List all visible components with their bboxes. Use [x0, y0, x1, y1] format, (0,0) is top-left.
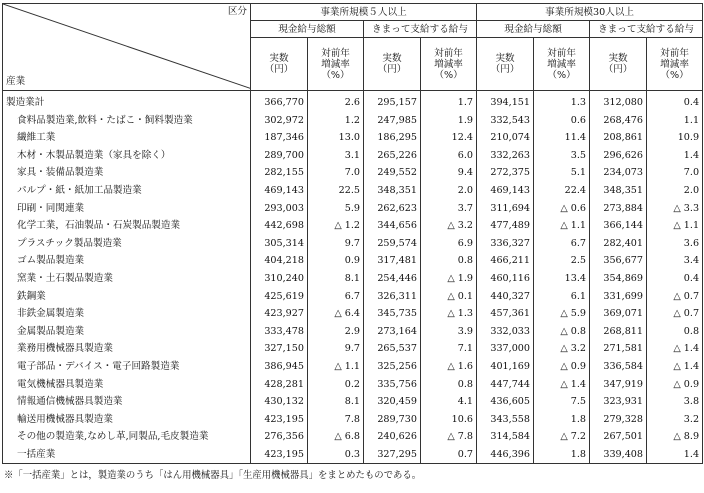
table-row [3, 235, 703, 253]
cell-change-pct: △ 0.9 [534, 358, 590, 376]
cell-change-pct: 10.6 [421, 411, 477, 429]
industry-name: プラスチック製品製造業 [3, 235, 251, 253]
cell-actual-yen: 401,169 [477, 358, 534, 376]
group-header-30plus: 事業所規模30人以上 [477, 4, 703, 21]
cell-change-pct: 4.1 [421, 393, 477, 411]
industry-name: 家具・装備品製造業 [3, 164, 251, 182]
col-header-change [421, 38, 477, 91]
col-header-actual-line: （円） [603, 64, 633, 75]
cell-change-pct: 0.8 [647, 323, 703, 341]
cell-actual-yen: 339,408 [590, 446, 647, 464]
cell-actual-yen: 289,700 [251, 147, 308, 165]
cell-actual-yen: 457,361 [477, 305, 534, 323]
corner-label-industry: 産業 [6, 76, 26, 87]
cell-actual-yen: 336,584 [590, 358, 647, 376]
col-header-change-line: 増減率 [547, 58, 576, 70]
industry-name: その他の製造業,なめし革,同製品,毛皮製造業 [3, 428, 251, 446]
cell-change-pct: △ 3.2 [421, 217, 477, 235]
cell-actual-yen: 335,756 [364, 376, 421, 394]
cell-change-pct: 22.4 [534, 182, 590, 200]
cell-change-pct: △ 0.9 [647, 376, 703, 394]
col-header-actual-line: 実数 [382, 53, 402, 64]
cell-actual-yen: 327,295 [364, 446, 421, 464]
cell-change-pct: 6.7 [534, 235, 590, 253]
cell-change-pct: 2.5 [534, 252, 590, 270]
corner-cell [3, 4, 251, 91]
subgroup-total-cash-30: 現金給与総額 [477, 21, 590, 38]
cell-actual-yen: 345,735 [364, 305, 421, 323]
cell-actual-yen: 289,730 [364, 411, 421, 429]
cell-change-pct: 0.4 [647, 270, 703, 288]
industry-name: 繊維工業 [3, 129, 251, 147]
col-header-actual-line: 実数 [495, 53, 515, 64]
cell-change-pct: 1.4 [647, 147, 703, 165]
cell-change-pct: △ 0.1 [421, 288, 477, 306]
cell-actual-yen: 279,328 [590, 411, 647, 429]
cell-actual-yen: 186,295 [364, 129, 421, 147]
cell-actual-yen: 347,919 [590, 376, 647, 394]
table-row [3, 91, 703, 112]
industry-name: ゴム製品製造業 [3, 252, 251, 270]
col-header-change [534, 38, 590, 91]
cell-actual-yen: 293,003 [251, 200, 308, 218]
corner-label-category: 区分 [227, 6, 247, 17]
cell-actual-yen: 268,811 [590, 323, 647, 341]
cell-actual-yen: 477,489 [477, 217, 534, 235]
industry-name: パルプ・紙・紙加工品製造業 [3, 182, 251, 200]
cell-change-pct: 22.5 [308, 182, 364, 200]
cell-change-pct: 0.8 [421, 376, 477, 394]
industry-name: 金属製品製造業 [3, 323, 251, 341]
cell-actual-yen: 430,132 [251, 393, 308, 411]
table-header [3, 4, 703, 91]
table-row [3, 129, 703, 147]
cell-actual-yen: 208,861 [590, 129, 647, 147]
cell-change-pct: 3.9 [421, 323, 477, 341]
cell-actual-yen: 187,346 [251, 129, 308, 147]
col-header-actual-line: 実数 [608, 53, 628, 64]
col-header-actual [364, 38, 421, 91]
cell-change-pct: 3.8 [647, 393, 703, 411]
table-body [3, 91, 703, 464]
cell-change-pct: 7.8 [308, 411, 364, 429]
subgroup-regular-pay-5: きまって支給する給与 [364, 21, 477, 38]
cell-actual-yen: 469,143 [477, 182, 534, 200]
table-row [3, 252, 703, 270]
cell-change-pct: △ 6.8 [308, 428, 364, 446]
subgroup-regular-pay-30: きまって支給する給与 [590, 21, 703, 38]
cell-actual-yen: 354,869 [590, 270, 647, 288]
cell-actual-yen: 267,501 [590, 428, 647, 446]
cell-change-pct: △ 1.2 [308, 217, 364, 235]
cell-change-pct: 1.8 [534, 446, 590, 464]
col-header-change [308, 38, 364, 91]
cell-change-pct: 6.7 [308, 288, 364, 306]
table-row [3, 376, 703, 394]
cell-change-pct: 3.7 [421, 200, 477, 218]
table-row [3, 305, 703, 323]
cell-change-pct: △ 1.4 [647, 340, 703, 358]
cell-actual-yen: 343,558 [477, 411, 534, 429]
cell-change-pct: △ 0.6 [534, 200, 590, 218]
col-header-change-line: （%） [434, 69, 463, 81]
cell-change-pct: △ 0.7 [647, 288, 703, 306]
table-row [3, 340, 703, 358]
cell-change-pct: 1.9 [421, 112, 477, 130]
cell-actual-yen: 271,581 [590, 340, 647, 358]
cell-actual-yen: 272,375 [477, 164, 534, 182]
industry-name: 情報通信機械器具製造業 [3, 393, 251, 411]
cell-actual-yen: 310,240 [251, 270, 308, 288]
cell-change-pct: △ 1.6 [421, 358, 477, 376]
cell-actual-yen: 404,218 [251, 252, 308, 270]
cell-change-pct: 9.7 [308, 235, 364, 253]
industry-name: 輸送用機械器具製造業 [3, 411, 251, 429]
industry-name: 窯業・土石製品製造業 [3, 270, 251, 288]
cell-actual-yen: 320,459 [364, 393, 421, 411]
cell-actual-yen: 249,552 [364, 164, 421, 182]
cell-actual-yen: 366,770 [251, 91, 308, 112]
cell-actual-yen: 344,656 [364, 217, 421, 235]
cell-actual-yen: 333,478 [251, 323, 308, 341]
industry-name: 鉄鋼業 [3, 288, 251, 306]
cell-change-pct: △ 0.7 [647, 305, 703, 323]
cell-actual-yen: 276,356 [251, 428, 308, 446]
cell-change-pct: 5.9 [308, 200, 364, 218]
cell-actual-yen: 337,000 [477, 340, 534, 358]
cell-actual-yen: 259,574 [364, 235, 421, 253]
table-row [3, 182, 703, 200]
col-header-actual-line: （円） [377, 64, 407, 75]
cell-change-pct: 3.1 [308, 147, 364, 165]
industry-name: 業務用機械器具製造業 [3, 340, 251, 358]
cell-actual-yen: 325,256 [364, 358, 421, 376]
col-header-change-line: 増減率 [321, 58, 350, 70]
col-header-actual-line: （円） [490, 64, 520, 75]
table-row [3, 393, 703, 411]
cell-actual-yen: 295,157 [364, 91, 421, 112]
cell-change-pct: 7.5 [534, 393, 590, 411]
cell-change-pct: 0.9 [308, 252, 364, 270]
col-header-change-line: （%） [321, 69, 350, 81]
cell-change-pct: △ 7.8 [421, 428, 477, 446]
col-header-change [647, 38, 703, 91]
cell-change-pct: 9.4 [421, 164, 477, 182]
cell-actual-yen: 312,080 [590, 91, 647, 112]
table-row [3, 112, 703, 130]
cell-change-pct: 2.0 [421, 182, 477, 200]
group-header-5plus: 事業所規模５人以上 [251, 4, 477, 21]
cell-actual-yen: 326,311 [364, 288, 421, 306]
cell-change-pct: △ 1.1 [647, 217, 703, 235]
col-header-change-line: （%） [547, 69, 576, 81]
cell-actual-yen: 466,211 [477, 252, 534, 270]
cell-actual-yen: 348,351 [590, 182, 647, 200]
subgroup-total-cash-5: 現金給与総額 [251, 21, 364, 38]
cell-change-pct: △ 1.1 [534, 217, 590, 235]
cell-change-pct: △ 6.4 [308, 305, 364, 323]
cell-change-pct: 1.8 [534, 411, 590, 429]
cell-change-pct: △ 0.8 [534, 323, 590, 341]
cell-change-pct: 0.4 [647, 91, 703, 112]
cell-actual-yen: 317,481 [364, 252, 421, 270]
cell-change-pct: △ 8.9 [647, 428, 703, 446]
col-header-actual-line: （円） [264, 64, 294, 75]
cell-actual-yen: 446,396 [477, 446, 534, 464]
cell-actual-yen: 366,144 [590, 217, 647, 235]
industry-name: 食料品製造業,飲料・たばこ・飼料製造業 [3, 112, 251, 130]
cell-actual-yen: 331,699 [590, 288, 647, 306]
industry-name: 電子部品・デバイス・電子回路製造業 [3, 358, 251, 376]
cell-actual-yen: 323,931 [590, 393, 647, 411]
col-header-change-line: 対前年 [434, 47, 463, 59]
cell-change-pct: 1.2 [308, 112, 364, 130]
cell-actual-yen: 282,401 [590, 235, 647, 253]
industry-name: 化学工業，石油製品・石炭製品製造業 [3, 217, 251, 235]
cell-actual-yen: 254,446 [364, 270, 421, 288]
footnote: ※「一括産業」とは，製造業のうち「はん用機械器具」「生産用機械器具」をまとめたものである。 [4, 470, 422, 482]
cell-actual-yen: 348,351 [364, 182, 421, 200]
cell-change-pct: 11.4 [534, 129, 590, 147]
col-header-change-line: 対前年 [660, 47, 689, 59]
cell-change-pct: 3.4 [647, 252, 703, 270]
cell-actual-yen: 436,605 [477, 393, 534, 411]
cell-change-pct: 0.6 [534, 112, 590, 130]
cell-actual-yen: 332,263 [477, 147, 534, 165]
cell-change-pct: 1.1 [647, 112, 703, 130]
cell-change-pct: △ 1.4 [647, 358, 703, 376]
cell-actual-yen: 265,537 [364, 340, 421, 358]
col-header-actual-line: 実数 [269, 53, 289, 64]
table-row [3, 288, 703, 306]
cell-change-pct: △ 1.4 [534, 376, 590, 394]
table-row [3, 428, 703, 446]
cell-actual-yen: 327,150 [251, 340, 308, 358]
cell-change-pct: △ 3.3 [647, 200, 703, 218]
table-row [3, 217, 703, 235]
cell-actual-yen: 423,927 [251, 305, 308, 323]
cell-change-pct: 13.4 [534, 270, 590, 288]
cell-change-pct: 0.2 [308, 376, 364, 394]
cell-actual-yen: 296,626 [590, 147, 647, 165]
cell-actual-yen: 447,744 [477, 376, 534, 394]
cell-actual-yen: 369,071 [590, 305, 647, 323]
cell-change-pct: 9.7 [308, 340, 364, 358]
cell-change-pct: 1.3 [534, 91, 590, 112]
corner-diagonal [3, 4, 251, 91]
cell-actual-yen: 428,281 [251, 376, 308, 394]
wage-table [2, 3, 703, 464]
cell-change-pct: △ 7.2 [534, 428, 590, 446]
cell-actual-yen: 332,543 [477, 112, 534, 130]
col-header-change-line: （%） [660, 69, 689, 81]
cell-change-pct: 8.1 [308, 270, 364, 288]
cell-change-pct: 7.0 [647, 164, 703, 182]
table-row [3, 270, 703, 288]
cell-change-pct: 0.8 [421, 252, 477, 270]
cell-actual-yen: 305,314 [251, 235, 308, 253]
industry-name: 木材・木製品製造業（家具を除く） [3, 147, 251, 165]
cell-change-pct: 6.0 [421, 147, 477, 165]
cell-actual-yen: 460,116 [477, 270, 534, 288]
cell-change-pct: 10.9 [647, 129, 703, 147]
cell-change-pct: 2.9 [308, 323, 364, 341]
cell-actual-yen: 440,327 [477, 288, 534, 306]
cell-change-pct: 6.9 [421, 235, 477, 253]
table-row [3, 200, 703, 218]
industry-name: 非鉄金属製造業 [3, 305, 251, 323]
table-row [3, 323, 703, 341]
cell-change-pct: 1.4 [647, 446, 703, 464]
table-row [3, 411, 703, 429]
cell-actual-yen: 265,226 [364, 147, 421, 165]
col-header-change-line: 対前年 [321, 47, 350, 59]
cell-actual-yen: 268,476 [590, 112, 647, 130]
cell-change-pct: 2.6 [308, 91, 364, 112]
cell-actual-yen: 469,143 [251, 182, 308, 200]
cell-actual-yen: 273,884 [590, 200, 647, 218]
cell-actual-yen: 282,155 [251, 164, 308, 182]
cell-change-pct: 7.1 [421, 340, 477, 358]
cell-change-pct: △ 3.2 [534, 340, 590, 358]
cell-change-pct: 0.7 [421, 446, 477, 464]
col-header-actual [477, 38, 534, 91]
cell-actual-yen: 262,623 [364, 200, 421, 218]
cell-change-pct: 1.7 [421, 91, 477, 112]
cell-actual-yen: 356,677 [590, 252, 647, 270]
cell-change-pct: △ 1.9 [421, 270, 477, 288]
wage-table-container [2, 3, 702, 481]
cell-change-pct: 8.1 [308, 393, 364, 411]
table-row [3, 446, 703, 464]
cell-change-pct: △ 5.9 [534, 305, 590, 323]
cell-change-pct: 12.4 [421, 129, 477, 147]
cell-actual-yen: 314,584 [477, 428, 534, 446]
cell-change-pct: 7.0 [308, 164, 364, 182]
cell-change-pct: 3.2 [647, 411, 703, 429]
cell-actual-yen: 273,164 [364, 323, 421, 341]
industry-name: 印刷・同関連業 [3, 200, 251, 218]
cell-change-pct: △ 1.1 [308, 358, 364, 376]
table-row [3, 147, 703, 165]
cell-actual-yen: 311,694 [477, 200, 534, 218]
cell-change-pct: 3.6 [647, 235, 703, 253]
cell-actual-yen: 332,033 [477, 323, 534, 341]
cell-change-pct: 13.0 [308, 129, 364, 147]
cell-actual-yen: 234,073 [590, 164, 647, 182]
col-header-change-line: 対前年 [547, 47, 576, 59]
cell-actual-yen: 423,195 [251, 411, 308, 429]
cell-actual-yen: 442,698 [251, 217, 308, 235]
col-header-actual [251, 38, 308, 91]
table-row [3, 164, 703, 182]
cell-actual-yen: 425,619 [251, 288, 308, 306]
cell-actual-yen: 210,074 [477, 129, 534, 147]
cell-actual-yen: 247,985 [364, 112, 421, 130]
col-header-change-line: 増減率 [660, 58, 689, 70]
col-header-actual [590, 38, 647, 91]
cell-actual-yen: 423,195 [251, 446, 308, 464]
cell-change-pct: △ 1.3 [421, 305, 477, 323]
cell-change-pct: 5.1 [534, 164, 590, 182]
cell-actual-yen: 302,972 [251, 112, 308, 130]
cell-change-pct: 2.0 [647, 182, 703, 200]
cell-actual-yen: 386,945 [251, 358, 308, 376]
industry-name: 一括産業 [3, 446, 251, 464]
cell-actual-yen: 240,626 [364, 428, 421, 446]
industry-name: 電気機械器具製造業 [3, 376, 251, 394]
cell-change-pct: 0.3 [308, 446, 364, 464]
cell-change-pct: 6.1 [534, 288, 590, 306]
cell-change-pct: 3.5 [534, 147, 590, 165]
table-row [3, 358, 703, 376]
col-header-change-line: 増減率 [434, 58, 463, 70]
cell-actual-yen: 336,327 [477, 235, 534, 253]
cell-actual-yen: 394,151 [477, 91, 534, 112]
industry-name: 製造業計 [3, 91, 251, 112]
